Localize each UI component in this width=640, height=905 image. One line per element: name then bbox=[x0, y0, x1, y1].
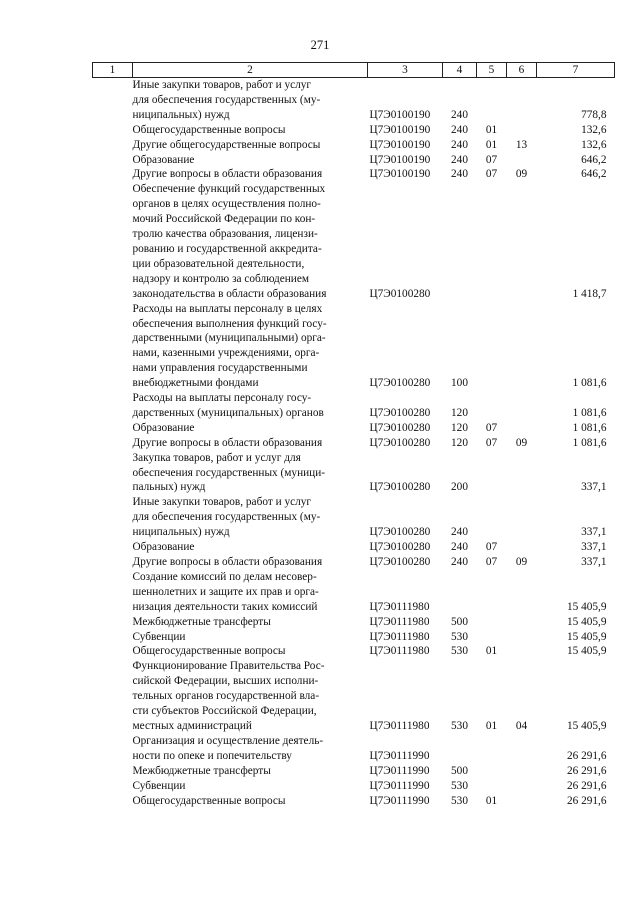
row-section bbox=[477, 182, 507, 301]
row-name-line: органов в целях осуществления полно- bbox=[132, 198, 321, 211]
table-row bbox=[93, 615, 615, 630]
row-expense-type: 120 bbox=[451, 406, 468, 419]
row-name-line: рованию и государственной аккредита- bbox=[132, 242, 322, 255]
row-name bbox=[133, 302, 368, 391]
row-section bbox=[477, 495, 507, 540]
row-name bbox=[133, 555, 368, 570]
row-expense-type: 120 bbox=[451, 421, 468, 434]
row-name bbox=[133, 421, 368, 436]
row-name-line: обеспечения выполнения функций госу- bbox=[132, 317, 327, 330]
row-target-code: Ц7Э0100280 bbox=[369, 287, 431, 300]
row-expense-type: 530 bbox=[451, 794, 468, 807]
row-expense-type bbox=[443, 734, 477, 764]
row-expense-type: 530 bbox=[451, 630, 468, 643]
row-name-line: сийской Федерации, высших исполни- bbox=[132, 675, 319, 688]
row-name bbox=[133, 138, 368, 153]
header-col-4: 4 bbox=[443, 63, 477, 78]
table-row bbox=[93, 779, 615, 794]
header-col-3: 3 bbox=[368, 63, 443, 78]
row-section bbox=[477, 764, 507, 779]
row-col-1 bbox=[93, 540, 133, 555]
row-amount: 1 081,6 bbox=[572, 377, 607, 390]
row-target-code: Ц7Э0100280 bbox=[369, 481, 431, 494]
row-name bbox=[133, 570, 368, 615]
row-name-line: Субвенции bbox=[132, 779, 186, 792]
row-subsection: 09 bbox=[515, 436, 528, 449]
row-section bbox=[477, 302, 507, 391]
row-expense-type: 240 bbox=[451, 541, 468, 554]
row-subsection bbox=[507, 78, 537, 123]
header-col-6: 6 bbox=[507, 63, 537, 78]
row-col-1 bbox=[93, 421, 133, 436]
table-row bbox=[93, 167, 615, 182]
row-name-line: Расходы на выплаты персоналу госу- bbox=[132, 392, 312, 405]
row-amount: 337,1 bbox=[581, 556, 607, 568]
row-target-code: Ц7Э0100190 bbox=[369, 153, 431, 166]
row-col-1 bbox=[93, 734, 133, 764]
row-name-line: Обеспечение функций государственных bbox=[132, 183, 326, 196]
row-col-1 bbox=[93, 153, 133, 168]
row-subsection bbox=[507, 615, 537, 630]
row-amount: 1 081,6 bbox=[572, 436, 607, 449]
table-row bbox=[93, 391, 615, 421]
row-name bbox=[133, 451, 368, 496]
row-section: 07 bbox=[485, 153, 498, 166]
row-amount: 15 405,9 bbox=[566, 615, 607, 628]
row-expense-type: 240 bbox=[451, 138, 468, 151]
row-name-line: тролю качества образования, лицензи- bbox=[132, 228, 318, 241]
row-name-line: для обеспечения государственных (му- bbox=[132, 511, 321, 524]
table-row bbox=[93, 451, 615, 496]
row-expense-type: 240 bbox=[451, 526, 468, 539]
row-section: 07 bbox=[485, 421, 498, 434]
row-name bbox=[133, 630, 368, 645]
table-row bbox=[93, 138, 615, 153]
row-section bbox=[477, 615, 507, 630]
row-target-code: Ц7Э0111990 bbox=[369, 764, 430, 777]
row-col-1 bbox=[93, 615, 133, 630]
table-row bbox=[93, 123, 615, 138]
row-name-line: Другие вопросы в области образования bbox=[132, 556, 323, 568]
row-section: 01 bbox=[485, 123, 498, 136]
row-name-line: Другие общегосударственные вопросы bbox=[132, 138, 321, 151]
row-expense-type: 240 bbox=[451, 123, 468, 136]
row-subsection: 04 bbox=[515, 719, 528, 732]
table-row bbox=[93, 659, 615, 734]
row-col-1 bbox=[93, 764, 133, 779]
row-name-line: Межбюджетные трансферты bbox=[132, 615, 271, 628]
row-subsection bbox=[507, 644, 537, 659]
row-subsection bbox=[507, 794, 537, 809]
row-amount: 337,1 bbox=[581, 481, 607, 494]
row-amount: 132,6 bbox=[581, 138, 607, 151]
row-name-line: Образование bbox=[132, 153, 195, 166]
row-subsection bbox=[507, 421, 537, 436]
table-row bbox=[93, 436, 615, 451]
row-section bbox=[477, 570, 507, 615]
row-target-code: Ц7Э0100280 bbox=[369, 406, 431, 419]
row-subsection bbox=[507, 779, 537, 794]
row-expense-type: 530 bbox=[451, 645, 468, 658]
row-name bbox=[133, 540, 368, 555]
row-name bbox=[133, 644, 368, 659]
row-name-line: обеспечения государственных (муници- bbox=[132, 466, 326, 479]
header-col-5: 5 bbox=[477, 63, 507, 78]
row-section: 07 bbox=[485, 541, 498, 554]
row-name-line: Субвенции bbox=[132, 630, 186, 643]
row-name-line: Расходы на выплаты персоналу в целях bbox=[132, 302, 323, 315]
row-name bbox=[133, 123, 368, 138]
row-name-line: Создание комиссий по делам несовер- bbox=[132, 570, 317, 583]
row-section: 01 bbox=[485, 719, 498, 732]
row-expense-type: 200 bbox=[451, 481, 468, 494]
row-col-1 bbox=[93, 644, 133, 659]
row-target-code: Ц7Э0111980 bbox=[369, 719, 430, 732]
row-name-line: пальных) нужд bbox=[132, 481, 206, 494]
table-row bbox=[93, 421, 615, 436]
row-target-code: Ц7Э0111980 bbox=[369, 600, 430, 613]
row-target-code: Ц7Э0111980 bbox=[369, 630, 430, 643]
row-name bbox=[133, 779, 368, 794]
row-section: 01 bbox=[485, 794, 498, 807]
row-name-line: нами, казенными учреждениями, орга- bbox=[132, 347, 320, 360]
row-target-code: Ц7Э0111980 bbox=[369, 645, 430, 658]
row-name-line: Образование bbox=[132, 541, 195, 554]
table-row bbox=[93, 540, 615, 555]
row-name-line: нами управления государственными bbox=[132, 362, 308, 375]
row-name bbox=[133, 78, 368, 123]
row-name-line: ции образовательной деятельности, bbox=[132, 257, 305, 270]
row-subsection bbox=[507, 630, 537, 645]
row-name-line: низация деятельности таких комиссий bbox=[132, 600, 318, 613]
row-col-1 bbox=[93, 630, 133, 645]
header-col-7: 7 bbox=[537, 63, 615, 78]
row-name-line: ниципальных) нужд bbox=[132, 526, 230, 539]
row-expense-type bbox=[443, 182, 477, 301]
page-number: 271 bbox=[310, 38, 330, 52]
row-expense-type: 500 bbox=[451, 764, 468, 777]
row-subsection bbox=[507, 764, 537, 779]
row-amount: 15 405,9 bbox=[566, 630, 607, 643]
row-section bbox=[477, 734, 507, 764]
row-amount: 26 291,6 bbox=[566, 794, 607, 807]
row-subsection bbox=[507, 182, 537, 301]
row-expense-type bbox=[443, 570, 477, 615]
row-target-code: Ц7Э0100280 bbox=[369, 436, 431, 449]
row-subsection bbox=[507, 570, 537, 615]
row-name-line: местных администраций bbox=[132, 719, 252, 732]
table-row bbox=[93, 153, 615, 168]
row-name-line: Закупка товаров, работ и услуг для bbox=[132, 451, 301, 464]
row-subsection: 13 bbox=[515, 138, 528, 151]
row-target-code: Ц7Э0100280 bbox=[369, 421, 431, 434]
row-name-line: законодательства в области образования bbox=[132, 287, 327, 300]
row-amount: 337,1 bbox=[581, 541, 607, 554]
row-expense-type: 500 bbox=[451, 615, 468, 628]
row-expense-type: 530 bbox=[451, 779, 468, 792]
row-section: 07 bbox=[485, 556, 498, 568]
row-target-code: Ц7Э0100280 bbox=[369, 556, 431, 568]
row-col-1 bbox=[93, 436, 133, 451]
row-subsection bbox=[507, 734, 537, 764]
row-subsection bbox=[507, 495, 537, 540]
row-amount: 646,2 bbox=[581, 168, 607, 181]
row-amount: 1 418,7 bbox=[572, 287, 607, 300]
row-subsection bbox=[507, 540, 537, 555]
row-expense-type: 240 bbox=[451, 153, 468, 166]
row-col-1 bbox=[93, 659, 133, 734]
row-amount: 778,8 bbox=[581, 108, 607, 121]
row-col-1 bbox=[93, 182, 133, 301]
budget-table bbox=[92, 62, 615, 808]
row-subsection: 09 bbox=[515, 556, 528, 568]
row-section: 01 bbox=[485, 138, 498, 151]
row-expense-type: 120 bbox=[451, 436, 468, 449]
row-expense-type: 240 bbox=[451, 108, 468, 121]
row-section: 01 bbox=[485, 645, 498, 658]
row-target-code: Ц7Э0111990 bbox=[369, 779, 430, 792]
row-name bbox=[133, 659, 368, 734]
row-amount: 337,1 bbox=[581, 526, 607, 539]
row-subsection bbox=[507, 153, 537, 168]
row-name-line: шеннолетних и защите их прав и орга- bbox=[132, 585, 319, 598]
row-name bbox=[133, 182, 368, 301]
row-col-1 bbox=[93, 779, 133, 794]
row-target-code: Ц7Э0100190 bbox=[369, 168, 431, 181]
row-name bbox=[133, 391, 368, 421]
row-amount: 15 405,9 bbox=[566, 645, 607, 658]
row-col-1 bbox=[93, 451, 133, 496]
row-name-line: Образование bbox=[132, 421, 195, 434]
row-amount: 26 291,6 bbox=[566, 749, 607, 762]
row-amount: 132,6 bbox=[581, 123, 607, 136]
table-header bbox=[93, 63, 615, 78]
row-target-code: Ц7Э0111990 bbox=[369, 749, 430, 762]
row-name-line: сти субъектов Российской Федерации, bbox=[132, 705, 317, 718]
row-name-line: Иные закупки товаров, работ и услуг bbox=[132, 496, 312, 509]
row-subsection bbox=[507, 451, 537, 496]
row-expense-type: 240 bbox=[451, 556, 468, 568]
row-subsection bbox=[507, 391, 537, 421]
row-section bbox=[477, 78, 507, 123]
row-name-line: надзору и контролю за соблюдением bbox=[132, 272, 310, 285]
row-name-line: внебюджетными фондами bbox=[132, 377, 259, 390]
row-name bbox=[133, 794, 368, 809]
row-section bbox=[477, 630, 507, 645]
row-name bbox=[133, 153, 368, 168]
row-amount: 646,2 bbox=[581, 153, 607, 166]
row-name-line: Общегосударственные вопросы bbox=[132, 794, 286, 807]
row-amount: 1 081,6 bbox=[572, 421, 607, 434]
row-name-line: Функционирование Правительства Рос- bbox=[132, 660, 325, 673]
row-name-line: дарственных (муниципальных) органов bbox=[132, 406, 324, 419]
row-name bbox=[133, 615, 368, 630]
row-name-line: дарственными (муниципальными) орга- bbox=[132, 332, 326, 345]
row-col-1 bbox=[93, 391, 133, 421]
table-row bbox=[93, 555, 615, 570]
row-name-line: Межбюджетные трансферты bbox=[132, 764, 271, 777]
table-row bbox=[93, 734, 615, 764]
row-target-code: Ц7Э0100280 bbox=[369, 526, 431, 539]
row-col-1 bbox=[93, 570, 133, 615]
row-name-line: Организация и осуществление деятель- bbox=[132, 734, 324, 747]
row-section bbox=[477, 451, 507, 496]
row-amount: 15 405,9 bbox=[566, 600, 607, 613]
table-row bbox=[93, 302, 615, 391]
row-name-line: Другие вопросы в области образования bbox=[132, 436, 323, 449]
row-name-line: ниципальных) нужд bbox=[132, 108, 230, 121]
row-name bbox=[133, 734, 368, 764]
row-section bbox=[477, 391, 507, 421]
row-amount: 26 291,6 bbox=[566, 779, 607, 792]
row-expense-type: 240 bbox=[451, 168, 468, 181]
row-subsection bbox=[507, 302, 537, 391]
table-row bbox=[93, 764, 615, 779]
header-col-1: 1 bbox=[93, 63, 133, 78]
row-name bbox=[133, 167, 368, 182]
row-col-1 bbox=[93, 555, 133, 570]
row-col-1 bbox=[93, 794, 133, 809]
row-name bbox=[133, 495, 368, 540]
row-name bbox=[133, 764, 368, 779]
row-amount: 1 081,6 bbox=[572, 406, 607, 419]
table-row bbox=[93, 182, 615, 301]
table-row bbox=[93, 78, 615, 123]
row-name-line: мочий Российской Федерации по кон- bbox=[132, 213, 316, 226]
row-section: 07 bbox=[485, 168, 498, 181]
row-col-1 bbox=[93, 123, 133, 138]
row-section bbox=[477, 779, 507, 794]
row-name-line: Общегосударственные вопросы bbox=[132, 645, 286, 658]
row-amount: 15 405,9 bbox=[566, 719, 607, 732]
table-row bbox=[93, 794, 615, 809]
row-target-code: Ц7Э0100190 bbox=[369, 108, 431, 121]
header-col-2: 2 bbox=[133, 63, 368, 78]
table-row bbox=[93, 630, 615, 645]
row-col-1 bbox=[93, 138, 133, 153]
table-row bbox=[93, 570, 615, 615]
row-amount: 26 291,6 bbox=[566, 764, 607, 777]
row-subsection bbox=[507, 123, 537, 138]
row-name bbox=[133, 436, 368, 451]
row-target-code: Ц7Э0111990 bbox=[369, 794, 430, 807]
row-name-line: ности по опеке и попечительству bbox=[132, 749, 292, 762]
row-name-line: Общегосударственные вопросы bbox=[132, 123, 286, 136]
row-name-line: Иные закупки товаров, работ и услуг bbox=[132, 79, 312, 91]
row-subsection: 09 bbox=[515, 168, 528, 181]
row-target-code: Ц7Э0111980 bbox=[369, 615, 430, 628]
row-expense-type: 100 bbox=[451, 377, 468, 390]
row-target-code: Ц7Э0100280 bbox=[369, 541, 431, 554]
table-row bbox=[93, 644, 615, 659]
row-col-1 bbox=[93, 167, 133, 182]
row-target-code: Ц7Э0100190 bbox=[369, 138, 431, 151]
table-row bbox=[93, 495, 615, 540]
row-col-1 bbox=[93, 302, 133, 391]
row-name-line: для обеспечения государственных (му- bbox=[132, 93, 321, 106]
row-col-1 bbox=[93, 495, 133, 540]
row-name-line: Другие вопросы в области образования bbox=[132, 168, 323, 181]
row-name-line: тельных органов государственной вла- bbox=[132, 690, 320, 703]
row-expense-type: 530 bbox=[451, 719, 468, 732]
row-target-code: Ц7Э0100190 bbox=[369, 123, 431, 136]
table-body bbox=[93, 78, 615, 809]
row-col-1 bbox=[93, 78, 133, 123]
row-section: 07 bbox=[485, 436, 498, 449]
row-target-code: Ц7Э0100280 bbox=[369, 377, 431, 390]
